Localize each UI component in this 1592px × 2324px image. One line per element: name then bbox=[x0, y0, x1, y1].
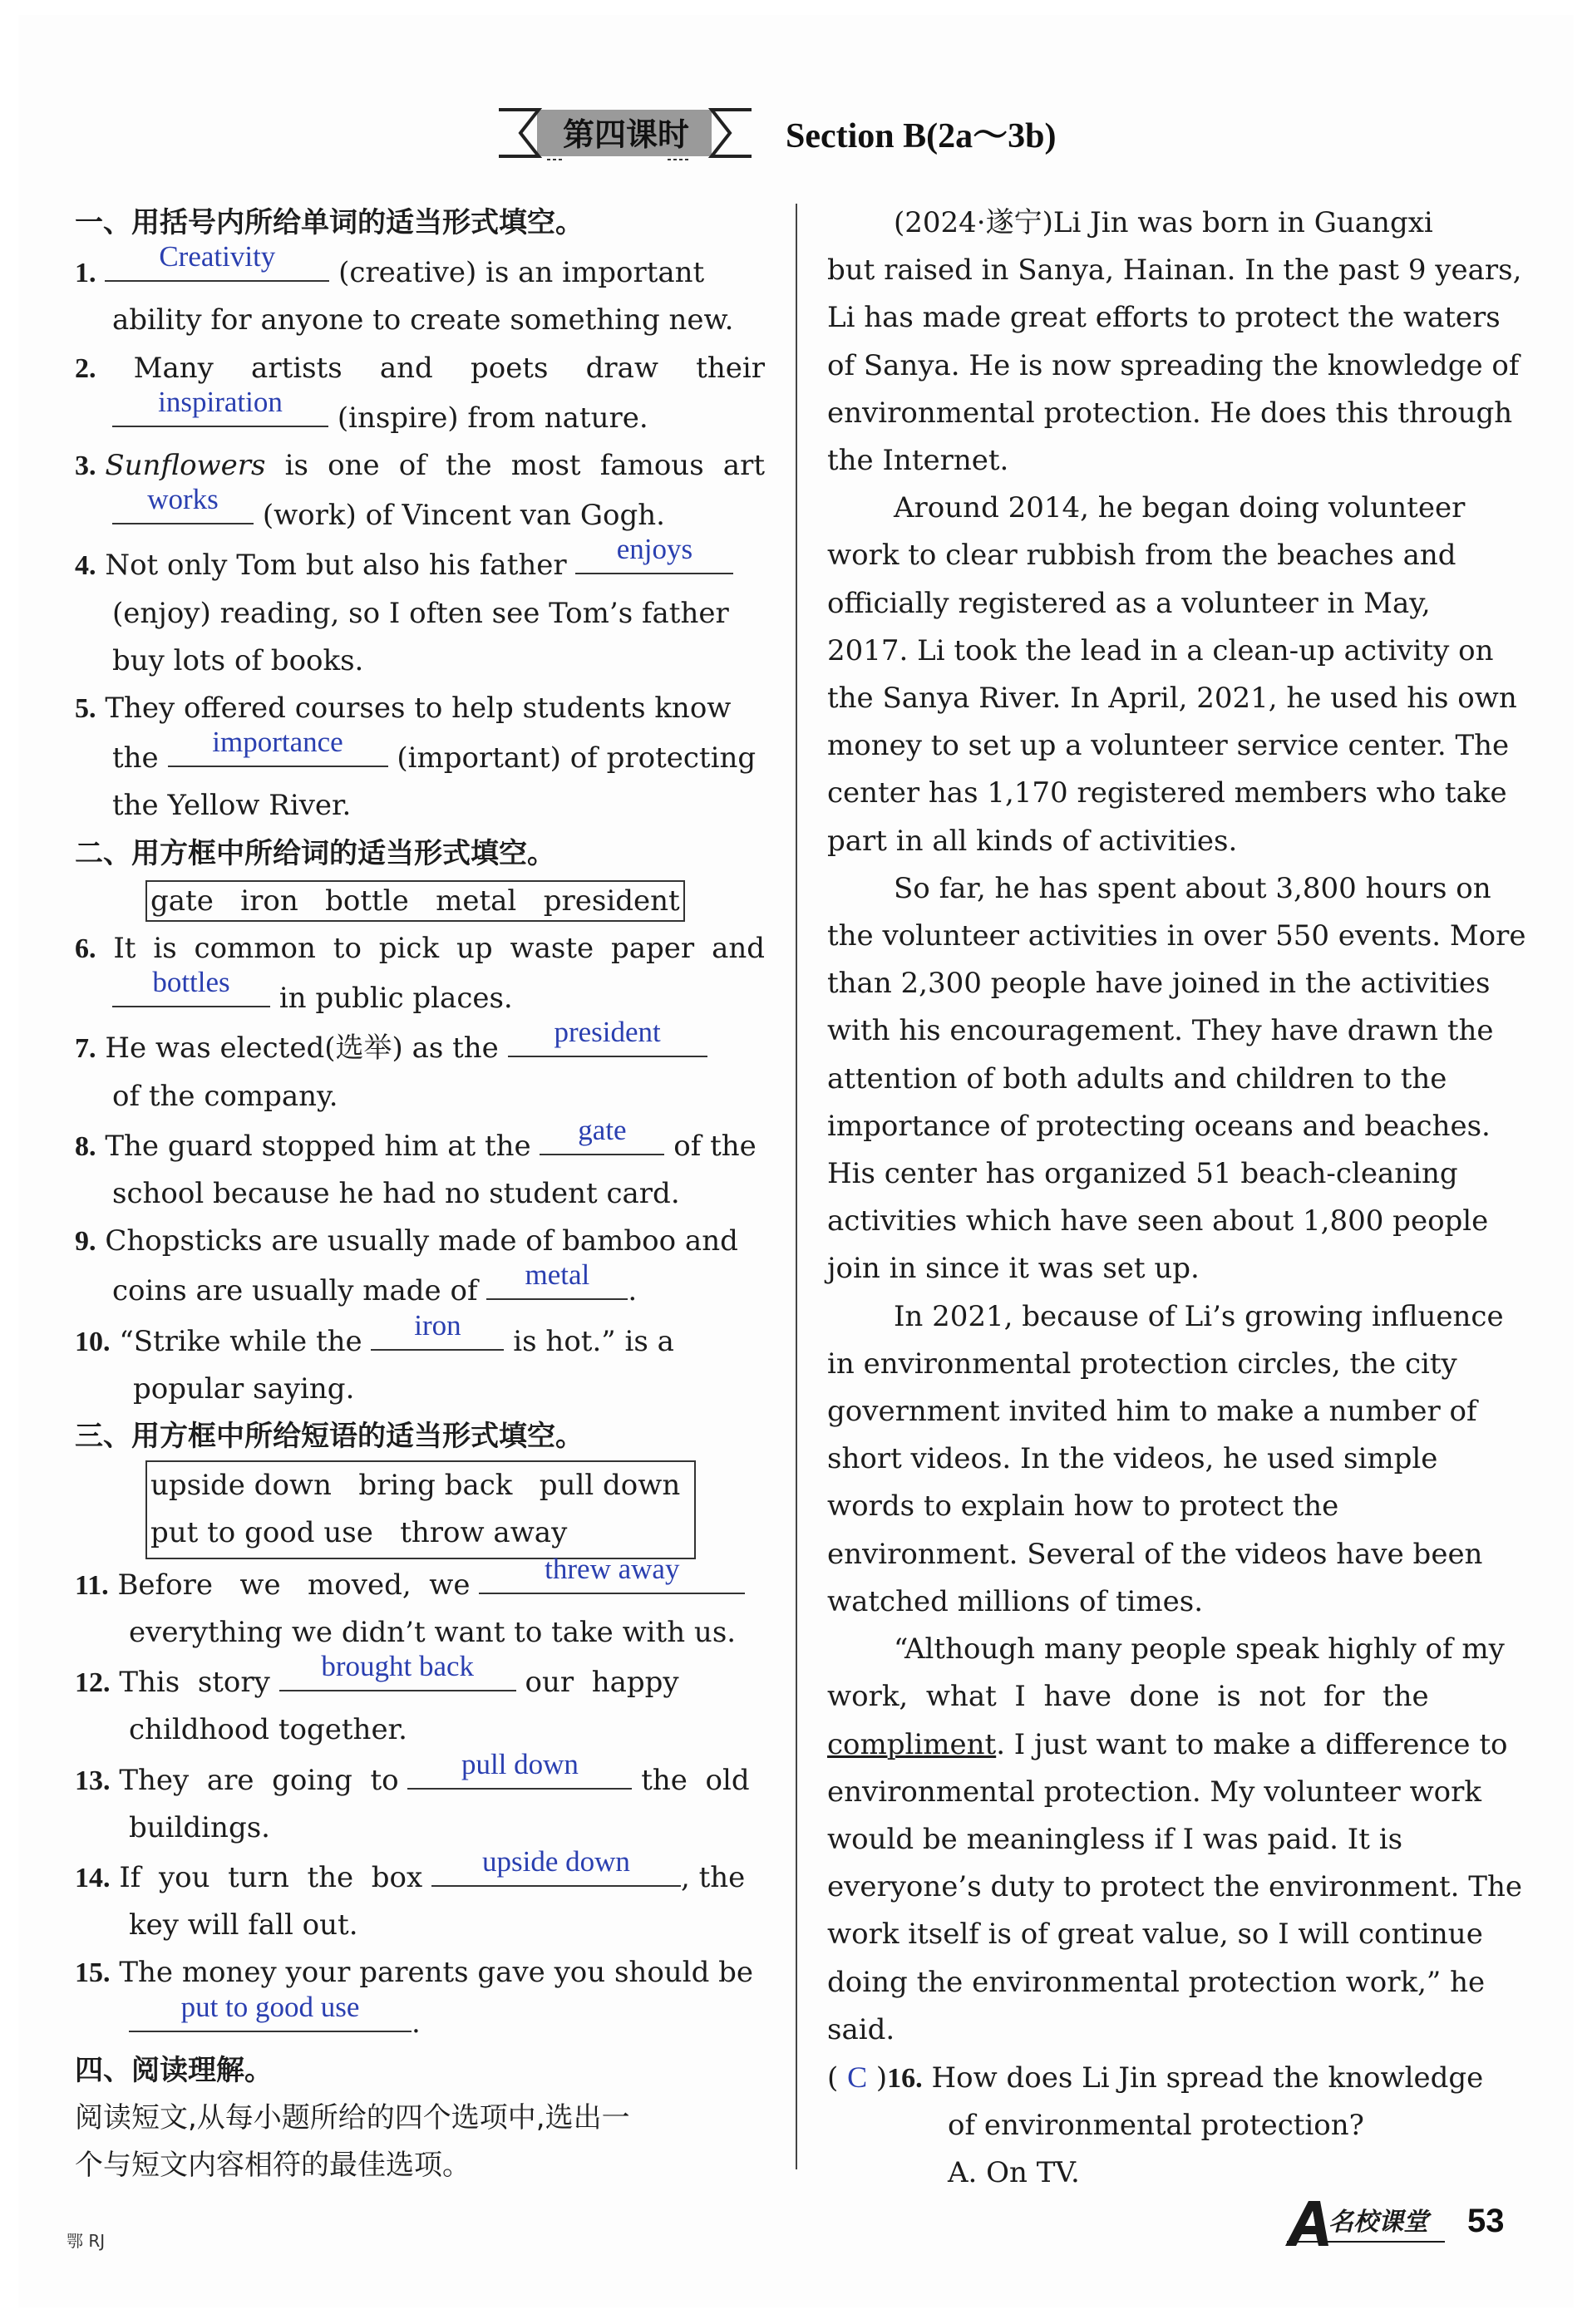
q4-line3: buy lots of books. bbox=[112, 643, 364, 677]
q8-number: 8. bbox=[75, 1130, 96, 1162]
q12-prefix: This story bbox=[119, 1666, 270, 1700]
q15-number: 15. bbox=[75, 1957, 111, 1989]
q10-suffix: is hot.” is a bbox=[513, 1324, 674, 1358]
q8-answer: gate bbox=[578, 1113, 627, 1146]
q11-blank[interactable] bbox=[479, 1552, 745, 1594]
q3-rest: (work) of Vincent van Gogh. bbox=[262, 499, 665, 533]
passage-line: the volunteer activities in over 550 events. More bbox=[827, 919, 1526, 953]
q16-stem-2: of environmental protection? bbox=[948, 2109, 1364, 2143]
passage-line: short videos. In the videos, he used simple bbox=[827, 1442, 1438, 1476]
q3-italic-title: Sunflowers bbox=[105, 449, 266, 483]
part3-heading: 三、用方框中所给短语的适当形式填空。 bbox=[75, 1420, 584, 1454]
q12-suffix: our happy bbox=[525, 1666, 679, 1700]
passage-line: than 2,300 people have joined in the activities bbox=[827, 967, 1491, 1001]
q16-stem-line1 bbox=[827, 2054, 1513, 2102]
q12-blank[interactable] bbox=[279, 1650, 516, 1691]
right-column bbox=[827, 199, 1526, 2198]
q9-answer: metal bbox=[525, 1258, 590, 1292]
passage-line: of Sanya. He is now spreading the knowledge of bbox=[827, 348, 1520, 382]
passage-line: join in since it was set up. bbox=[827, 1252, 1200, 1286]
brand-logo bbox=[1280, 2194, 1455, 2253]
q1-hint: (creative) is an important bbox=[338, 256, 705, 290]
q13-line2: buildings. bbox=[129, 1810, 270, 1844]
section-title: Section B(2a～3b) bbox=[786, 117, 1057, 155]
passage-line: work to clear rubbish from the beaches and bbox=[827, 539, 1456, 573]
q15-answer: put to good use bbox=[180, 1990, 360, 2023]
q8-suffix: of the bbox=[673, 1129, 757, 1163]
q3-word: most bbox=[510, 449, 581, 483]
q6-number: 6. bbox=[75, 933, 96, 965]
q3-word: the bbox=[445, 449, 492, 483]
question-16 bbox=[827, 2054, 1513, 2198]
passage-line: So far, he has spent about 3,800 hours on bbox=[894, 871, 1491, 905]
passage-paragraph-3 bbox=[827, 865, 1526, 1293]
q15-line1: The money your parents gave you should be bbox=[119, 1956, 754, 1990]
q5-rest: (important) of protecting bbox=[397, 741, 757, 775]
q3-line2 bbox=[75, 483, 765, 539]
passage-paragraph-5 bbox=[827, 1626, 1522, 2054]
q9-suffix: . bbox=[628, 1274, 638, 1308]
passage-line: with his encouragement. They have drawn the bbox=[827, 1014, 1494, 1048]
passage-paragraph-1 bbox=[827, 199, 1522, 485]
q13-answer: pull down bbox=[461, 1747, 579, 1780]
q9-number: 9. bbox=[75, 1226, 96, 1258]
passage-line: words to explain how to protect the bbox=[827, 1489, 1339, 1524]
passage-line-rest: . I just want to make a difference to bbox=[996, 1727, 1508, 1761]
q9-prefix: coins are usually made of bbox=[112, 1274, 478, 1308]
q10-blank[interactable] bbox=[371, 1308, 504, 1351]
passage-line: the Internet. bbox=[827, 444, 1009, 478]
q9-line1: Chopsticks are usually made of bamboo and bbox=[105, 1224, 738, 1258]
passage-line: Li has made great efforts to protect the waters bbox=[827, 301, 1501, 335]
passage-line: said. bbox=[827, 2012, 895, 2046]
page-number: 53 bbox=[1467, 2203, 1505, 2239]
q13-prefix: They are going to bbox=[119, 1763, 399, 1797]
q6-rest: in public places. bbox=[278, 982, 513, 1016]
passage-line: “Although many people speak highly of my bbox=[894, 1632, 1505, 1667]
q1-answer: Creativity bbox=[159, 240, 276, 273]
q1-blank[interactable] bbox=[105, 240, 329, 282]
passage-line: importance of protecting oceans and beaches. bbox=[827, 1109, 1491, 1143]
q3-word: art bbox=[722, 449, 765, 483]
q12-answer: brought back bbox=[321, 1650, 475, 1683]
passage-line: everyone’s duty to protect the environment. The bbox=[827, 1870, 1522, 1904]
q16-stem-1: How does Li Jin spread the knowledge bbox=[931, 2061, 1484, 2095]
q3-word: famous bbox=[599, 449, 704, 483]
q2-answer: inspiration bbox=[158, 385, 283, 418]
q2-word: Many bbox=[133, 351, 214, 385]
q5-line2 bbox=[75, 726, 765, 782]
q2-word: and bbox=[379, 351, 433, 385]
passage-line: (2024·遂宁)Li Jin was born in Guangxi bbox=[894, 206, 1433, 239]
passage-line: 2017. Li took the lead in a clean-up activity on bbox=[827, 633, 1494, 667]
passage-line: environmental protection. My volunteer work bbox=[827, 1775, 1481, 1809]
passage-line: in environmental protection circles, the city bbox=[827, 1347, 1457, 1381]
q15-line2 bbox=[75, 1990, 765, 2047]
passage-line: environment. Several of the videos have been bbox=[827, 1537, 1483, 1571]
underlined-word-compliment: compliment bbox=[827, 1727, 997, 1761]
passage-line: part in all kinds of activities. bbox=[827, 824, 1238, 858]
question-10 bbox=[75, 1308, 765, 1366]
passage-line: watched millions of times. bbox=[827, 1584, 1204, 1618]
passage-paragraph-2 bbox=[827, 485, 1517, 865]
q3-word: of bbox=[398, 449, 426, 483]
phrase-box bbox=[145, 1460, 696, 1558]
q12-line2: childhood together. bbox=[129, 1713, 407, 1747]
q13-suffix: the old bbox=[641, 1763, 750, 1797]
lesson-title-box bbox=[497, 106, 753, 161]
q4-blank[interactable] bbox=[575, 533, 733, 574]
q11-line2: everything we didn’t want to take with us. bbox=[129, 1615, 737, 1649]
q9-line2 bbox=[75, 1258, 765, 1315]
q11-number: 11. bbox=[75, 1569, 109, 1601]
brand-name: 名校课堂 bbox=[1328, 2208, 1428, 2237]
q14-suffix: , the bbox=[680, 1860, 746, 1894]
q5-pre: the bbox=[112, 741, 159, 775]
q6-word: waste bbox=[510, 932, 594, 966]
q14-prefix: If you turn the box bbox=[119, 1860, 423, 1894]
q6-answer: bottles bbox=[152, 966, 230, 999]
q6-word: is bbox=[153, 932, 177, 966]
q16-answer-paren[interactable]: ( C ) bbox=[827, 2060, 888, 2095]
passage-line: work, what I have done is not for the bbox=[827, 1680, 1429, 1714]
passage-line: attention of both adults and children to the bbox=[827, 1061, 1447, 1096]
q8-line2: school because he had no student card. bbox=[112, 1177, 680, 1211]
q4-prefix: Not only Tom but also his father bbox=[105, 549, 567, 583]
q6-word: It bbox=[113, 932, 136, 966]
q15-blank[interactable] bbox=[129, 1990, 412, 2032]
q6-blank[interactable] bbox=[112, 966, 270, 1007]
q14-number: 14. bbox=[75, 1862, 111, 1893]
q2-word: draw bbox=[585, 351, 658, 385]
q8-blank[interactable] bbox=[540, 1113, 664, 1155]
part4-heading: 四、阅读理解。 bbox=[75, 2053, 273, 2087]
part4-instruction-1: 阅读短文,从每小题所给的四个选项中,选出一 bbox=[75, 2100, 630, 2134]
q5-answer: importance bbox=[212, 726, 343, 759]
left-column bbox=[75, 199, 765, 2189]
q1-number: 1. bbox=[75, 258, 96, 289]
part4-instruction-2: 个与短文内容相符的最佳选项。 bbox=[75, 2149, 471, 2183]
q3-number: 3. bbox=[75, 451, 96, 482]
q10-answer: iron bbox=[414, 1308, 461, 1342]
q3-word: one bbox=[328, 449, 380, 483]
q2-blank[interactable] bbox=[112, 385, 328, 427]
q11-prefix: Before we moved, we bbox=[117, 1568, 471, 1602]
passage-paragraph-4 bbox=[827, 1293, 1513, 1626]
q3-answer: works bbox=[147, 483, 219, 516]
lesson-label: 第四课时 bbox=[562, 116, 689, 153]
word-box: gate iron bottle metal president bbox=[145, 880, 685, 922]
q14-answer: upside down bbox=[482, 1844, 630, 1878]
q4-line2: (enjoy) reading, so I often see Tom’s father bbox=[112, 596, 729, 630]
q6-word: common bbox=[194, 932, 316, 966]
passage-line: would be meaningless if I was paid. It is bbox=[827, 1822, 1403, 1856]
passage-line: activities which have seen about 1,800 people bbox=[827, 1204, 1489, 1238]
q8-prefix: The guard stopped him at the bbox=[105, 1129, 531, 1163]
phrase-box-line2: put to good use throw away bbox=[150, 1516, 568, 1550]
q7-number: 7. bbox=[75, 1033, 96, 1065]
q7-blank[interactable] bbox=[508, 1016, 707, 1057]
q6-line2 bbox=[75, 966, 765, 1022]
q16-option-a[interactable]: A. On TV. bbox=[948, 2156, 1080, 2190]
q14-blank[interactable] bbox=[431, 1844, 681, 1887]
page-header bbox=[0, 100, 1592, 166]
q5-blank[interactable] bbox=[168, 726, 388, 767]
q2-word: their bbox=[696, 351, 765, 385]
passage-line: work itself is of great value, so I will continue bbox=[827, 1918, 1483, 1952]
q6-word: up bbox=[456, 932, 493, 966]
q6-word: and bbox=[712, 932, 765, 966]
q7-line2: of the company. bbox=[112, 1079, 338, 1113]
question-11 bbox=[75, 1552, 765, 1609]
q16-answer: C bbox=[847, 2060, 868, 2094]
q2-rest: (inspire) from nature. bbox=[337, 401, 648, 435]
q3-word: is bbox=[284, 449, 308, 483]
passage-line: environmental protection. He does this through bbox=[827, 396, 1513, 430]
part2-heading: 二、用方框中所给词的适当形式填空。 bbox=[75, 836, 555, 870]
q2-word: poets bbox=[470, 351, 549, 385]
q13-blank[interactable] bbox=[407, 1747, 632, 1790]
passage-line: center has 1,170 registered members who take bbox=[827, 776, 1507, 810]
passage-line: doing the environmental protection work,” he bbox=[827, 1965, 1486, 1999]
q3-blank[interactable] bbox=[112, 483, 254, 524]
q6-word: to bbox=[333, 932, 362, 966]
q2-line2 bbox=[75, 385, 765, 442]
phrase-box-line1: upside down bring back pull down bbox=[150, 1469, 681, 1503]
q5-number: 5. bbox=[75, 693, 96, 725]
q13-number: 13. bbox=[75, 1765, 111, 1796]
q2-number: 2. bbox=[75, 352, 96, 384]
passage-line: In 2021, because of Li’s growing influence bbox=[894, 1299, 1504, 1333]
question-7 bbox=[75, 1016, 765, 1072]
question-8 bbox=[75, 1113, 765, 1170]
q16-number: 16. bbox=[887, 2062, 923, 2094]
passage-line: Around 2014, he began doing volunteer bbox=[894, 491, 1466, 525]
q6-word: paper bbox=[611, 932, 695, 966]
q7-prefix: He was elected(选举) as the bbox=[105, 1032, 499, 1066]
question-4 bbox=[75, 533, 765, 589]
q4-answer: enjoys bbox=[616, 533, 693, 566]
passage-line: government invited him to make a number of bbox=[827, 1395, 1477, 1429]
q4-number: 4. bbox=[75, 550, 96, 582]
edition-label: 鄂 RJ bbox=[67, 2231, 106, 2251]
q2-word: artists bbox=[251, 351, 343, 385]
q10-number: 10. bbox=[75, 1326, 111, 1357]
column-divider bbox=[796, 204, 797, 2169]
q9-blank[interactable] bbox=[486, 1258, 628, 1300]
q15-suffix: . bbox=[412, 2006, 421, 2040]
question-13 bbox=[75, 1747, 765, 1805]
q14-line2: key will fall out. bbox=[129, 1908, 358, 1942]
part1-heading: 一、用括号内所给单词的适当形式填空。 bbox=[75, 206, 584, 239]
q5-line3: the Yellow River. bbox=[112, 789, 352, 823]
q10-prefix: “Strike while the bbox=[119, 1324, 362, 1358]
q5-line1: They offered courses to help students know bbox=[105, 692, 732, 726]
passage-line: the Sanya River. In April, 2021, he used his own bbox=[827, 682, 1517, 716]
passage-line: but raised in Sanya, Hainan. In the past 9 years, bbox=[827, 254, 1522, 288]
question-1 bbox=[75, 240, 765, 297]
passage-line: officially registered as a volunteer in May, bbox=[827, 586, 1431, 620]
passage-line bbox=[827, 1721, 1513, 1769]
q11-answer: threw away bbox=[545, 1552, 680, 1585]
q12-number: 12. bbox=[75, 1667, 111, 1699]
question-12 bbox=[75, 1650, 765, 1706]
question-9 bbox=[75, 1218, 765, 1265]
q1-continued: ability for anyone to create something new. bbox=[112, 303, 734, 337]
q6-word: pick bbox=[378, 932, 440, 966]
passage-line: His center has organized 51 beach-cleaning bbox=[827, 1157, 1458, 1191]
q10-line2: popular saying. bbox=[133, 1371, 355, 1406]
q7-answer: president bbox=[554, 1016, 661, 1049]
question-14 bbox=[75, 1844, 765, 1902]
passage-line: money to set up a volunteer service center. The bbox=[827, 729, 1510, 763]
